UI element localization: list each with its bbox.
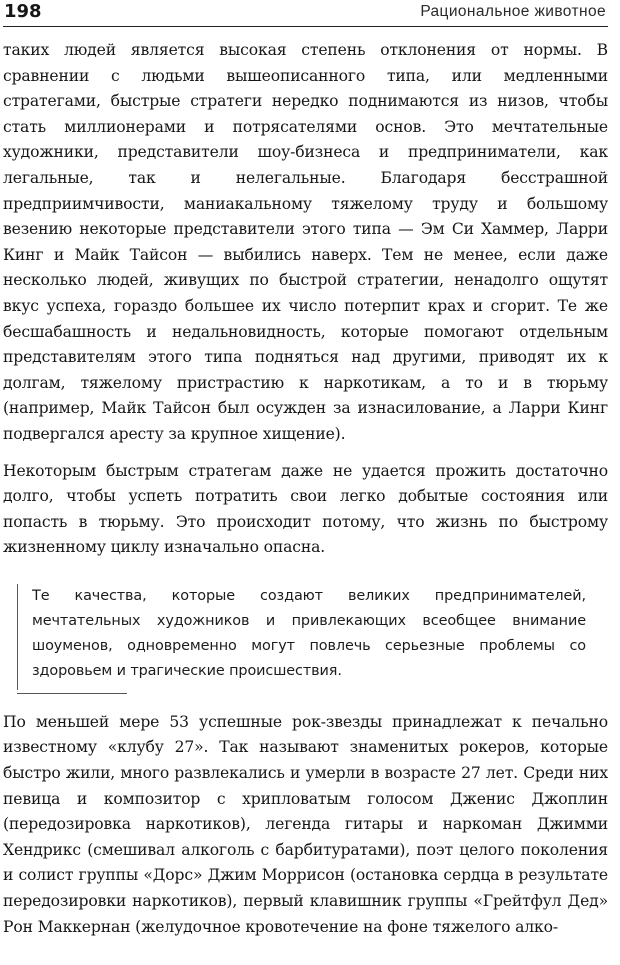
- pull-quote-text: Те качества, которые создают великих предпринимателей, мечтательных художников и привлекающих всеобщее внимание шоуменов, одновременно могут повлечь серьезные проблемы со здоровьем и трагические происшествия.: [32, 587, 586, 679]
- body-paragraph: таких людей является высокая степень отклонения от нормы. В сравнении с людьми вышеописанного типа, или медленными стратегами, быстрые стратеги нередко поднимаются из низов, чтобы стать миллионерами и потрясателями основ. Это мечтательные художники, представители шоу-бизнеса и предприниматели, как легальные, так и нелегальные. Благодаря бесстрашной предприимчивости, маниакальному тяжелому труду и большому везению некоторые представители этого типа — Эм Си Хаммер, Ларри Кинг и Майк Тайсон — выбились наверх. Тем не менее, если даже несколько людей, живущих по быстрой стратегии, ненадолго ощутят вкус успеха, гораздо большее их число потерпит крах и сгорит. Те же бесшабашность и недальновидность, которые помогают отдельным представителям этого типа подняться над другими, приводят их к долгам, тяжелому пристрастию к наркотикам, а то и в тюрьму (например, Майк Тайсон был осужден за изнасилование, а Ларри Кинг подвергался аресту за крупное хищение).: [3, 41, 608, 443]
- body-paragraph: По меньшей мере 53 успешные рок-звезды принадлежат к печально известному «клубу 27». Так называют знаменитых рокеров, которые быстро жили, много развлекались и умерли в возрасте 27 лет. Среди них певица и композитор с хрипловатым голосом Дженис Джоплин (передозировка наркотиков), легенда гитары и наркоман Джимми Хендрикс (смешивал алкоголь с барбитуратами), поэт целого поколения и солист группы «Дорс» Джим Моррисон (остановка сердца в результате передозировки наркотиков), первый клавишник группы «Грейтфул Дед» Рон Маккернан (желудочное кровотечение на фоне тяжелого алко-: [3, 712, 608, 936]
- quote-frame-corner: [17, 693, 127, 694]
- pull-quote: [17, 584, 586, 690]
- book-title: Рациональное животное: [420, 3, 606, 20]
- body-paragraph: Некоторым быстрым стратегам даже не удается прожить достаточно долго, чтобы успеть потратить свои легко добытые состояния или попасть в тюрьму. Это происходит потому, что жизнь по быстрому жизненному циклу изначально опасна.: [3, 461, 608, 557]
- running-header: [3, 0, 608, 27]
- page-number: 198: [4, 1, 42, 22]
